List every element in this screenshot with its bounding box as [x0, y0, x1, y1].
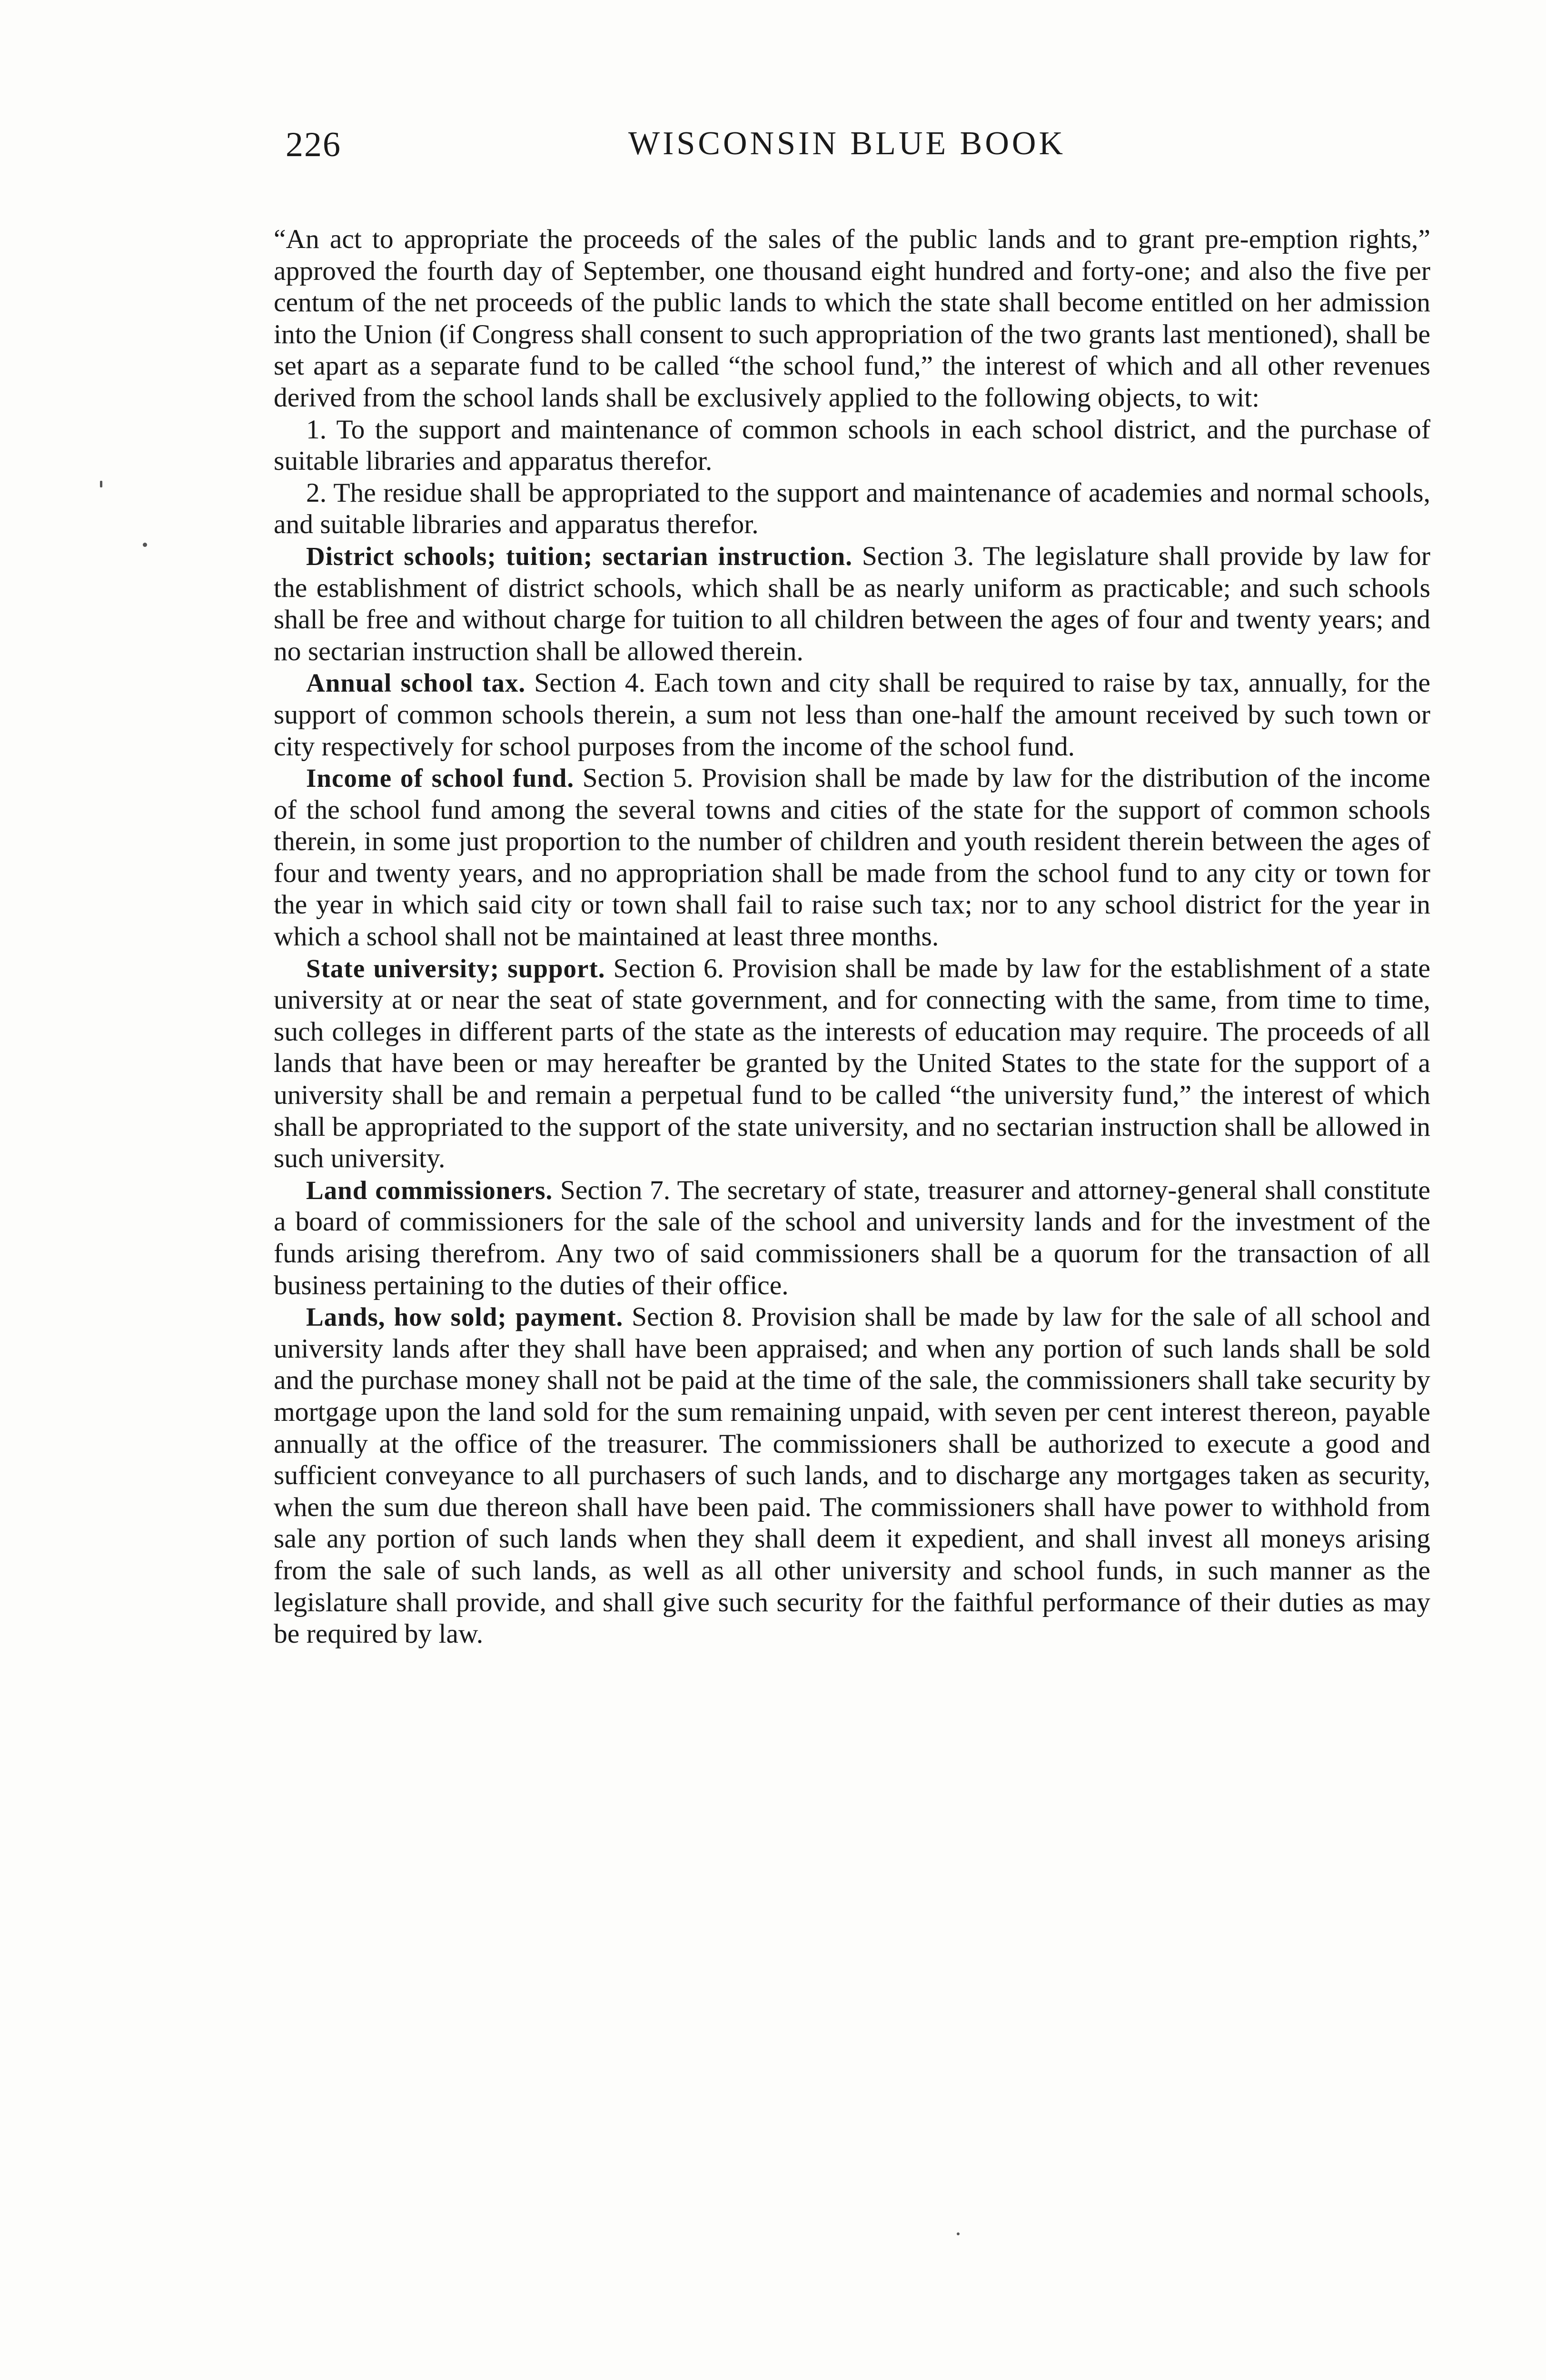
section-heading: District schools; tuition; sectarian instruction. [306, 541, 852, 571]
section-text: Section 3. The legislature shall provide by law for the establishment of district schools, which shall be as nearly uniform as practicable; and such schools shall be free and without charge for tuition to all children between the ages of four and twenty years; and no sectarian instruction shall be allowed therein. [274, 541, 1430, 666]
section-heading: State university; support. [306, 953, 605, 983]
paragraph-item-2: 2. The residue shall be appropriated to the support and maintenance of academies and normal schools, and suitable libraries and apparatus therefor. [274, 477, 1430, 540]
paragraph-continuation: “An act to appropriate the proceeds of the sales of the public lands and to grant pre-emption rights,” approved the fourth day of September, one thousand eight hundred and forty-one; and also the five per centum of the net proceeds of the public lands to which the state shall become entitled on her admission into the Union (if Congress shall consent to such appropriation of the two grants last mentioned), shall be set apart as a separate fund to be called “the school fund,” the interest of which and all other revenues derived from the school lands shall be exclusively applied to the following objects, to wit: [274, 224, 1430, 413]
section-3 [274, 541, 1430, 667]
section-heading: Annual school tax. [306, 668, 526, 698]
section-4 [274, 667, 1430, 763]
section-7 [274, 1175, 1430, 1301]
section-heading: Income of school fund. [306, 764, 575, 793]
section-6 [274, 953, 1430, 1175]
body-text [274, 224, 1430, 1650]
section-text: Section 6. Provision shall be made by law for the establishment of a state university at or near the seat of state government, and for connecting with the same, from time to time, such colleges in different parts of the state as the interests of education may require. The proceeds of all lands that have been or may hereafter be granted by the United States to the state for the support of a university shall be and remain a perpetual fund to be called “the university fund,” the interest of which shall be appropriated to the support of the state university, and no sectarian instruction shall be allowed in such university. [274, 953, 1430, 1174]
section-text: Section 4. Each town and city shall be required to raise by tax, annually, for the support of common schools therein, a sum not less than one-half the amount received by such town or city respectively for school purposes from the income of the school fund. [274, 668, 1431, 762]
running-head: WISCONSIN BLUE BOOK [628, 125, 1066, 162]
section-text: Section 5. Provision shall be made by law for the distribution of the income of the school fund among the several towns and cities of the state for the support of common schools therein, in some just proportion to the number of children and youth resident therein between the ages of four and twenty years, and no appropriation shall be made from the school fund to any city or town for the year in which said city or town shall fail to raise such tax; nor to any school district for the year in which a school shall not be maintained at least three months. [274, 763, 1430, 952]
section-text: Section 8. Provision shall be made by law for the sale of all school and university lands after they shall have been appraised; and when any portion of such lands shall be sold and the purchase money shall not be paid at the time of the sale, the commissioners shall take security by mortgage upon the land sold for the sum remaining unpaid, with seven per cent interest thereon, payable annually at the office of the treasurer. The commissioners shall be authorized to execute a good and sufficient conveyance to all purchasers of such lands, and to discharge any mortgages taken as security, when the sum due thereon shall have been paid. The commissioners shall have power to withhold from sale any portion of such lands when they shall deem it expedient, and shall invest all moneys arising from the sale of such lands, as well as all other university and school funds, in such manner as the legislature shall provide, and shall give such security for the faithful performance of their duties as may be required by law. [274, 1302, 1430, 1649]
scan-speck [957, 2232, 960, 2235]
section-text: Section 7. The secretary of state, treasurer and attorney-general shall constitute a board of commissioners for the sale of the school and university lands and for the investment of the funds arising therefrom. Any two of said commissioners shall be a quorum for the transaction of all business pertaining to the duties of their office. [274, 1175, 1430, 1300]
section-5 [274, 763, 1430, 953]
section-8 [274, 1301, 1430, 1650]
scan-speck [100, 481, 102, 487]
page-number: 226 [286, 125, 341, 164]
scan-speck [143, 543, 147, 547]
section-heading: Lands, how sold; payment. [306, 1302, 624, 1332]
section-heading: Land commissioners. [306, 1175, 553, 1205]
paragraph-item-1: 1. To the support and maintenance of common schools in each school district, and the purchase of suitable libraries and apparatus therefor. [274, 414, 1430, 476]
page-header [286, 125, 1428, 168]
